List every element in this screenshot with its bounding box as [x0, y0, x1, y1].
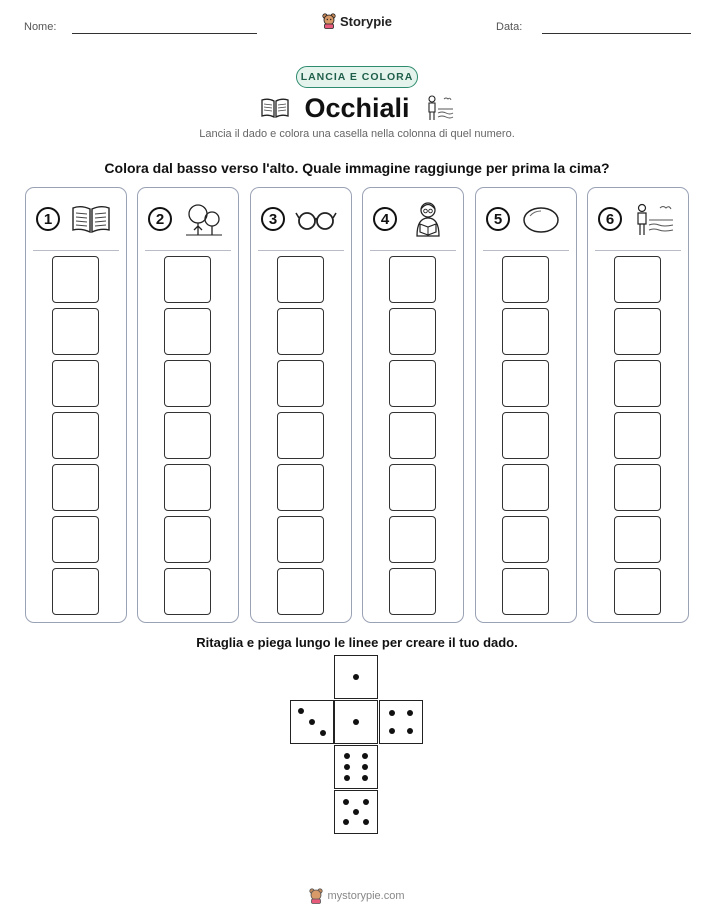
- color-box[interactable]: [502, 360, 549, 407]
- color-box[interactable]: [502, 568, 549, 615]
- color-box[interactable]: [52, 256, 99, 303]
- person-at-sea-icon: [632, 200, 674, 238]
- column-divider: [595, 250, 681, 251]
- color-box[interactable]: [277, 412, 324, 459]
- color-box[interactable]: [502, 256, 549, 303]
- brand-logo: [0, 13, 714, 29]
- color-box[interactable]: [389, 360, 436, 407]
- cut-instruction: Ritaglia e piega lungo le linee per creare il tuo dado.: [196, 635, 518, 650]
- name-line[interactable]: [72, 33, 257, 34]
- color-box[interactable]: [389, 464, 436, 511]
- color-box[interactable]: [164, 516, 211, 563]
- column-header: [476, 188, 576, 250]
- column-2: [137, 187, 239, 623]
- color-box[interactable]: [389, 568, 436, 615]
- glasses-icon: [295, 200, 337, 238]
- column-header: [26, 188, 126, 250]
- book-icon: [260, 96, 290, 120]
- column-divider: [33, 250, 119, 251]
- column-header: [251, 188, 351, 250]
- trees-icon: [182, 200, 224, 238]
- pip: [353, 719, 359, 725]
- column-1: [25, 187, 127, 623]
- color-box[interactable]: [277, 464, 324, 511]
- color-box[interactable]: [614, 568, 661, 615]
- die-face-1b: [334, 700, 378, 744]
- footer-url[interactable]: mystorypie.com: [327, 890, 405, 902]
- column-divider: [483, 250, 569, 251]
- color-box[interactable]: [164, 568, 211, 615]
- date-line[interactable]: [542, 33, 691, 34]
- color-box[interactable]: [502, 308, 549, 355]
- pip: [362, 764, 368, 770]
- color-box[interactable]: [614, 308, 661, 355]
- die-face-6: [334, 745, 378, 789]
- color-box[interactable]: [52, 464, 99, 511]
- date-label: Data:: [496, 21, 523, 33]
- color-box[interactable]: [502, 464, 549, 511]
- pip: [389, 728, 395, 734]
- person-at-sea-icon: [424, 93, 454, 123]
- color-box[interactable]: [52, 568, 99, 615]
- column-4: [362, 187, 464, 623]
- die-face-1: [334, 655, 378, 699]
- column-header: [363, 188, 463, 250]
- title-row: [0, 90, 714, 126]
- instruction: Colora dal basso verso l'alto. Quale immagine raggiunge per prima la cima?: [104, 160, 610, 176]
- color-box[interactable]: [389, 308, 436, 355]
- color-box[interactable]: [389, 412, 436, 459]
- column-divider: [258, 250, 344, 251]
- name-label: Nome:: [24, 21, 57, 33]
- column-divider: [145, 250, 231, 251]
- activity-badge: LANCIA E COLORA: [296, 66, 418, 88]
- pip: [353, 674, 359, 680]
- color-box[interactable]: [164, 256, 211, 303]
- color-box[interactable]: [52, 412, 99, 459]
- die-face-5: [334, 790, 378, 834]
- color-box[interactable]: [277, 308, 324, 355]
- pip: [298, 708, 304, 714]
- color-box[interactable]: [277, 360, 324, 407]
- color-box[interactable]: [164, 412, 211, 459]
- pip: [362, 753, 368, 759]
- pip: [407, 728, 413, 734]
- pip: [344, 775, 350, 781]
- pip: [353, 809, 359, 815]
- color-box[interactable]: [277, 568, 324, 615]
- pip: [309, 719, 315, 725]
- color-box[interactable]: [502, 412, 549, 459]
- color-box[interactable]: [614, 464, 661, 511]
- color-box[interactable]: [52, 308, 99, 355]
- color-box[interactable]: [52, 516, 99, 563]
- column-number: 5: [486, 207, 510, 231]
- pip: [389, 710, 395, 716]
- dice-net: [290, 655, 424, 835]
- color-box[interactable]: [277, 256, 324, 303]
- color-box[interactable]: [389, 516, 436, 563]
- column-number: 6: [598, 207, 622, 231]
- pip: [362, 775, 368, 781]
- color-box[interactable]: [502, 516, 549, 563]
- page-title: Occhiali: [304, 92, 410, 123]
- color-box[interactable]: [614, 256, 661, 303]
- column-3: [250, 187, 352, 623]
- pip: [344, 753, 350, 759]
- footer: [0, 888, 714, 904]
- column-header: [138, 188, 238, 250]
- pip: [407, 710, 413, 716]
- column-number: 3: [261, 207, 285, 231]
- subtitle: Lancia il dado e colora una casella nella colonna di quel numero.: [199, 128, 515, 140]
- die-face-4: [379, 700, 423, 744]
- color-box[interactable]: [52, 360, 99, 407]
- column-header: [588, 188, 688, 250]
- grandma-reading-icon: [407, 200, 449, 238]
- bear-icon: [322, 13, 336, 29]
- color-box[interactable]: [614, 360, 661, 407]
- color-box[interactable]: [277, 516, 324, 563]
- column-5: [475, 187, 577, 623]
- bear-icon: [309, 888, 323, 904]
- brand-name: Storypie: [339, 13, 392, 29]
- column-number: 4: [373, 207, 397, 231]
- pip: [343, 819, 349, 825]
- lens-icon: [520, 200, 562, 238]
- pip: [343, 799, 349, 805]
- pip: [363, 799, 369, 805]
- column-6: [587, 187, 689, 623]
- column-divider: [370, 250, 456, 251]
- pip: [363, 819, 369, 825]
- column-number: 1: [36, 207, 60, 231]
- color-box[interactable]: [164, 464, 211, 511]
- color-box[interactable]: [164, 308, 211, 355]
- color-box[interactable]: [389, 256, 436, 303]
- color-box[interactable]: [164, 360, 211, 407]
- color-box[interactable]: [614, 412, 661, 459]
- pip: [344, 764, 350, 770]
- die-face-3: [290, 700, 334, 744]
- open-book-icon: [70, 200, 112, 238]
- color-box[interactable]: [614, 516, 661, 563]
- pip: [320, 730, 326, 736]
- column-number: 2: [148, 207, 172, 231]
